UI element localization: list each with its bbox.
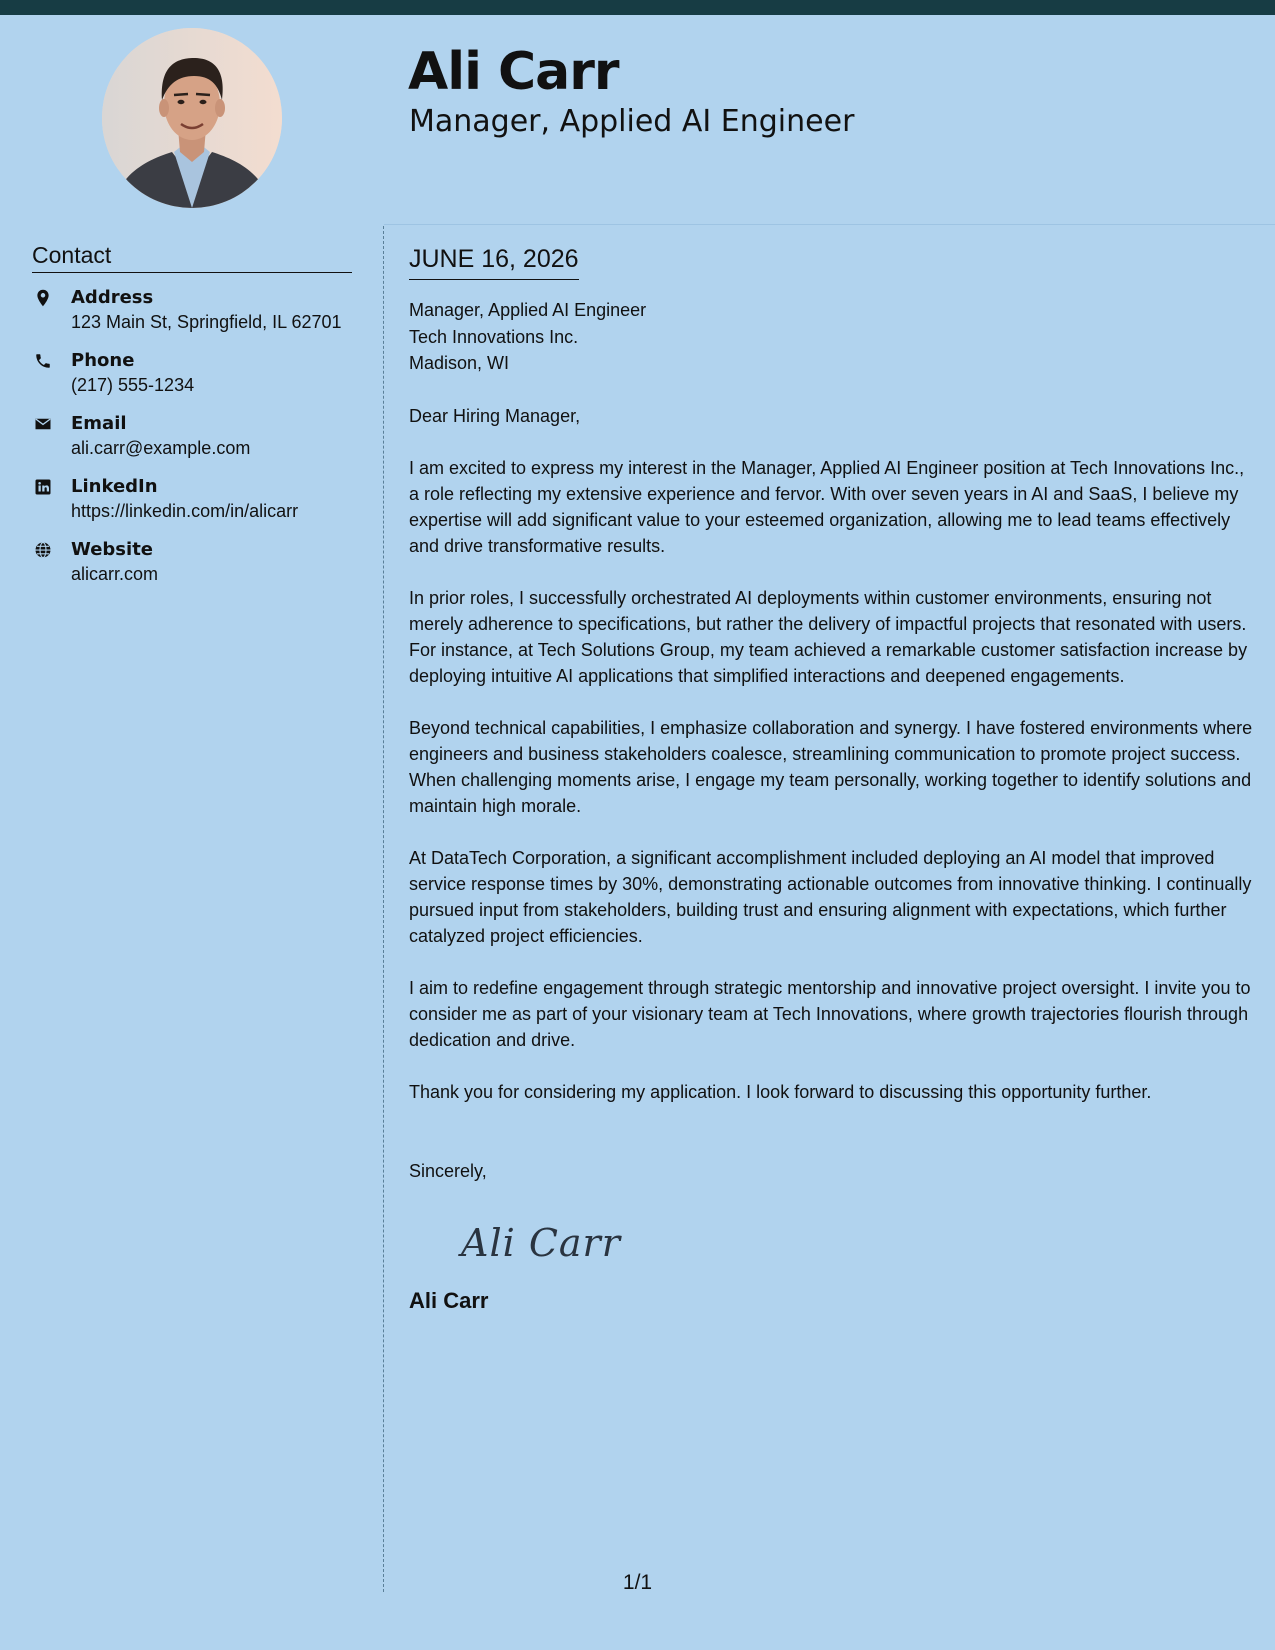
profile-photo [102, 28, 282, 208]
globe-icon [34, 541, 52, 559]
contact-label: Address [71, 287, 154, 308]
letter-date: JUNE 16, 2026 [409, 242, 579, 280]
header-divider [384, 224, 1275, 225]
body-paragraph: In prior roles, I successfully orchestrated AI deployments within customer environments, ensuring not merely adherence to specifications, but rather the delivery of impactful projects that resonated with users. For instance, at Tech Solutions Group, my team achieved a remarkable customer satisfaction increase by deploying intuitive AI applications that simplified interactions and deepened engagements. [409, 587, 1248, 686]
linkedin-icon [34, 478, 52, 496]
linkedin-value[interactable]: https://linkedin.com/in/alicarr [71, 501, 299, 521]
body-paragraph: At DataTech Corporation, a significant accomplishment included deploying an AI model that improved service response times by 30%, demonstrating actionable outcomes from innovative thinking. I continually pursued input from stakeholders, building trust and ensuring alignment with expectations, which further catalyzed project efficiencies. [409, 847, 1252, 946]
contact-heading: Contact [32, 240, 352, 273]
candidate-title: Manager, Applied AI Engineer [409, 104, 855, 139]
contact-label: Phone [71, 350, 135, 371]
contact-list [32, 286, 352, 601]
contact-label: Email [71, 413, 127, 434]
address-value: 123 Main St, Springfield, IL 62701 [71, 312, 342, 332]
closing: Sincerely, [409, 1160, 487, 1181]
profile-photo-image [102, 28, 282, 208]
recipient-block [409, 297, 1254, 377]
contact-sidebar [32, 240, 352, 601]
top-bar [0, 0, 1275, 15]
signature: Ali Carr [461, 1220, 621, 1265]
column-divider [383, 226, 384, 1592]
recipient-line: Manager, Applied AI Engineer [409, 300, 647, 320]
recipient-line: Madison, WI [409, 353, 510, 373]
envelope-icon [34, 415, 52, 433]
signer-name: Ali Carr [409, 1287, 489, 1313]
contact-label: Website [71, 539, 154, 560]
page-number: 1/1 [622, 1571, 653, 1594]
contact-item-address [32, 286, 352, 349]
phone-icon [34, 352, 52, 370]
body-paragraph: I am excited to express my interest in the Manager, Applied AI Engineer position at Tech Innovations Inc., a role reflecting my extensive experience and fervor. With over seven years in AI and SaaS, I believe my expertise will add significant value to your esteemed organization, allowing me to lead teams effectively and drive transformative results. [409, 457, 1245, 556]
contact-item-linkedin [32, 475, 352, 538]
body-paragraph: Thank you for considering my application. I look forward to discussing this opportunity further. [409, 1081, 1152, 1102]
email-value[interactable]: ali.carr@example.com [71, 438, 251, 458]
candidate-name: Ali Carr [408, 42, 619, 102]
contact-item-email [32, 412, 352, 475]
map-pin-icon [34, 289, 52, 307]
cover-letter [409, 242, 1254, 1316]
website-value[interactable]: alicarr.com [71, 564, 159, 584]
salutation: Dear Hiring Manager, [409, 405, 581, 426]
contact-item-website [32, 538, 352, 601]
contact-item-phone [32, 349, 352, 412]
recipient-line: Tech Innovations Inc. [409, 326, 579, 347]
phone-value[interactable]: (217) 555-1234 [71, 375, 195, 395]
contact-label: LinkedIn [71, 476, 158, 497]
body-paragraph: Beyond technical capabilities, I emphasize collaboration and synergy. I have fostered environments where engineers and business stakeholders coalesce, streamlining communication to promote project success. When challenging moments arise, I engage my team personally, working together to identify solutions and maintain high morale. [409, 717, 1253, 816]
body-paragraph: I aim to redefine engagement through strategic mentorship and innovative project oversight. I invite you to consider me as part of your visionary team at Tech Innovations, where growth trajectories flourish through dedication and drive. [409, 977, 1251, 1050]
